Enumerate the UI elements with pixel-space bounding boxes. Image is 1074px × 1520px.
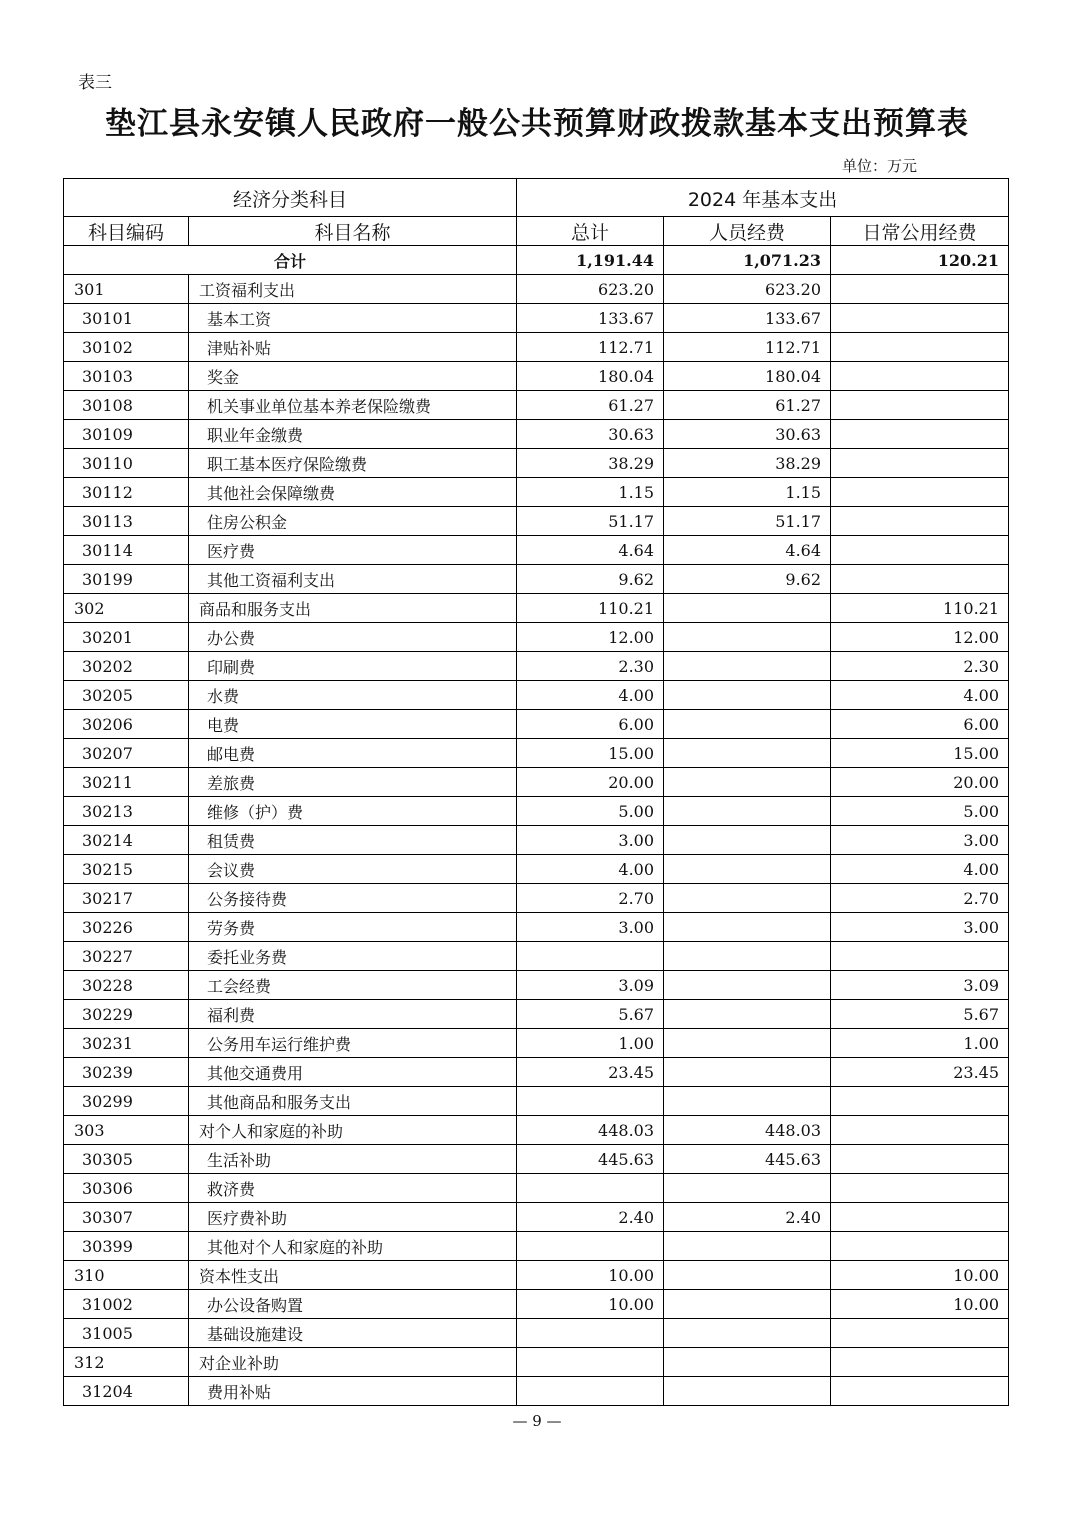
row-name: 其他交通费用 [189,1058,517,1087]
row-personnel [664,1290,831,1319]
row-name: 公务用车运行维护费 [189,1029,517,1058]
row-name: 电费 [189,710,517,739]
row-public: 110.21 [831,594,1009,623]
row-public: 6.00 [831,710,1009,739]
row-public [831,1232,1009,1261]
table-row [64,333,1009,362]
row-personnel: 180.04 [664,362,831,391]
row-name: 奖金 [189,362,517,391]
row-total: 180.04 [517,362,664,391]
row-personnel [664,1232,831,1261]
row-code: 30202 [64,652,189,681]
row-name: 救济费 [189,1174,517,1203]
total-total: 1,191.44 [517,246,664,275]
row-total: 10.00 [517,1290,664,1319]
row-total: 448.03 [517,1116,664,1145]
row-name: 邮电费 [189,739,517,768]
row-public [831,1116,1009,1145]
row-code: 310 [64,1261,189,1290]
row-public [831,1174,1009,1203]
row-total: 5.00 [517,797,664,826]
table-row [64,1348,1009,1377]
row-personnel: 623.20 [664,275,831,304]
row-personnel [664,710,831,739]
row-personnel [664,826,831,855]
row-name: 机关事业单位基本养老保险缴费 [189,391,517,420]
row-total: 4.00 [517,681,664,710]
row-total: 2.70 [517,884,664,913]
row-public: 12.00 [831,623,1009,652]
table-row [64,420,1009,449]
table-row [64,797,1009,826]
row-personnel [664,1319,831,1348]
row-code: 30101 [64,304,189,333]
table-row [64,594,1009,623]
row-personnel [664,1174,831,1203]
row-total [517,1319,664,1348]
table-row [64,1377,1009,1406]
row-personnel [664,768,831,797]
row-name: 资本性支出 [189,1261,517,1290]
row-public [831,275,1009,304]
row-code: 30113 [64,507,189,536]
row-total: 5.67 [517,1000,664,1029]
row-total: 1.15 [517,478,664,507]
row-personnel [664,942,831,971]
table-row [64,565,1009,594]
row-total: 110.21 [517,594,664,623]
row-public: 10.00 [831,1290,1009,1319]
row-name: 公务接待费 [189,884,517,913]
row-total: 12.00 [517,623,664,652]
table-row [64,1116,1009,1145]
table-row [64,449,1009,478]
row-name: 职工基本医疗保险缴费 [189,449,517,478]
row-code: 30206 [64,710,189,739]
page-title: 垫江县永安镇人民政府一般公共预算财政拨款基本支出预算表 [105,106,969,142]
row-public: 4.00 [831,855,1009,884]
row-code: 30109 [64,420,189,449]
page-number: — 9 — [512,1412,562,1430]
row-total: 6.00 [517,710,664,739]
table-row [64,826,1009,855]
row-personnel: 4.64 [664,536,831,565]
row-public: 23.45 [831,1058,1009,1087]
row-total: 4.64 [517,536,664,565]
row-public [831,1145,1009,1174]
row-public: 15.00 [831,739,1009,768]
row-name: 商品和服务支出 [189,594,517,623]
row-total: 61.27 [517,391,664,420]
table-row [64,681,1009,710]
total-row [64,246,1009,275]
row-code: 30299 [64,1087,189,1116]
row-name: 基本工资 [189,304,517,333]
row-name: 其他社会保障缴费 [189,478,517,507]
row-code: 31204 [64,1377,189,1406]
row-total: 51.17 [517,507,664,536]
row-public [831,362,1009,391]
row-personnel: 51.17 [664,507,831,536]
row-personnel [664,594,831,623]
table-row [64,1261,1009,1290]
table-row [64,1232,1009,1261]
row-name: 对个人和家庭的补助 [189,1116,517,1145]
table-body [64,246,1009,1406]
table-row [64,884,1009,913]
row-personnel [664,971,831,1000]
row-name: 职业年金缴费 [189,420,517,449]
row-total: 112.71 [517,333,664,362]
row-code: 30306 [64,1174,189,1203]
row-total: 10.00 [517,1261,664,1290]
row-public: 5.00 [831,797,1009,826]
row-total: 4.00 [517,855,664,884]
budget-table [63,178,1009,1406]
row-personnel [664,1029,831,1058]
row-personnel [664,797,831,826]
row-public [831,304,1009,333]
row-total: 3.00 [517,913,664,942]
row-code: 312 [64,1348,189,1377]
table-row [64,623,1009,652]
row-personnel: 2.40 [664,1203,831,1232]
row-name: 其他工资福利支出 [189,565,517,594]
row-code: 30215 [64,855,189,884]
row-public: 5.67 [831,1000,1009,1029]
row-name: 对企业补助 [189,1348,517,1377]
row-code: 303 [64,1116,189,1145]
row-total [517,1348,664,1377]
total-label: 合计 [64,246,517,275]
row-personnel: 133.67 [664,304,831,333]
row-total: 9.62 [517,565,664,594]
row-public [831,507,1009,536]
row-name: 印刷费 [189,652,517,681]
row-code: 31002 [64,1290,189,1319]
row-code: 30207 [64,739,189,768]
row-total: 445.63 [517,1145,664,1174]
total-personnel: 1,071.23 [664,246,831,275]
row-public [831,420,1009,449]
row-code: 30239 [64,1058,189,1087]
row-public [831,1377,1009,1406]
row-code: 30108 [64,391,189,420]
row-code: 30226 [64,913,189,942]
row-public [831,333,1009,362]
row-code: 30217 [64,884,189,913]
row-code: 30228 [64,971,189,1000]
row-total: 2.40 [517,1203,664,1232]
row-public: 20.00 [831,768,1009,797]
row-total [517,1087,664,1116]
column-header-personnel: 人员经费 [664,217,831,246]
table-row [64,1029,1009,1058]
table-row [64,1058,1009,1087]
row-total [517,942,664,971]
table-row [64,304,1009,333]
row-public [831,478,1009,507]
row-personnel [664,1087,831,1116]
row-personnel [664,652,831,681]
row-total: 15.00 [517,739,664,768]
row-personnel [664,884,831,913]
row-name: 差旅费 [189,768,517,797]
table-row [64,536,1009,565]
table-row [64,971,1009,1000]
row-public [831,449,1009,478]
row-public: 2.30 [831,652,1009,681]
row-name: 维修（护）费 [189,797,517,826]
row-name: 租赁费 [189,826,517,855]
table-row [64,507,1009,536]
row-personnel: 61.27 [664,391,831,420]
row-personnel: 445.63 [664,1145,831,1174]
table-row [64,739,1009,768]
table-row [64,1145,1009,1174]
row-name: 劳务费 [189,913,517,942]
row-total: 133.67 [517,304,664,333]
column-header-public: 日常公用经费 [831,217,1009,246]
row-name: 工会经费 [189,971,517,1000]
row-code: 301 [64,275,189,304]
row-code: 31005 [64,1319,189,1348]
row-name: 医疗费补助 [189,1203,517,1232]
row-name: 医疗费 [189,536,517,565]
row-code: 30201 [64,623,189,652]
row-code: 30112 [64,478,189,507]
row-personnel [664,1000,831,1029]
row-name: 其他商品和服务支出 [189,1087,517,1116]
row-personnel [664,623,831,652]
row-personnel: 30.63 [664,420,831,449]
row-code: 30199 [64,565,189,594]
row-public: 3.00 [831,913,1009,942]
row-code: 30114 [64,536,189,565]
row-name: 工资福利支出 [189,275,517,304]
row-personnel [664,1058,831,1087]
row-total: 30.63 [517,420,664,449]
row-personnel [664,1377,831,1406]
row-code: 30307 [64,1203,189,1232]
row-name: 办公设备购置 [189,1290,517,1319]
row-name: 住房公积金 [189,507,517,536]
row-public [831,391,1009,420]
table-label: 表三 [78,73,112,93]
row-total: 23.45 [517,1058,664,1087]
table-row [64,478,1009,507]
group-header-basic-expenditure: 2024 年基本支出 [517,179,1009,217]
row-code: 30399 [64,1232,189,1261]
table-row [64,1203,1009,1232]
row-personnel [664,681,831,710]
row-code: 30103 [64,362,189,391]
row-code: 30205 [64,681,189,710]
row-name: 基础设施建设 [189,1319,517,1348]
table-row [64,1087,1009,1116]
table-row [64,1174,1009,1203]
row-name: 水费 [189,681,517,710]
row-code: 302 [64,594,189,623]
group-header-economic-category: 经济分类科目 [64,179,517,217]
row-total: 2.30 [517,652,664,681]
row-public [831,536,1009,565]
row-public [831,565,1009,594]
table-row [64,855,1009,884]
row-public: 10.00 [831,1261,1009,1290]
row-public: 3.00 [831,826,1009,855]
table-row [64,362,1009,391]
row-total: 1.00 [517,1029,664,1058]
row-personnel: 38.29 [664,449,831,478]
row-total: 3.09 [517,971,664,1000]
table-row [64,1319,1009,1348]
row-name: 津贴补贴 [189,333,517,362]
table-row [64,1290,1009,1319]
row-code: 30231 [64,1029,189,1058]
row-name: 生活补助 [189,1145,517,1174]
table-row [64,768,1009,797]
row-personnel: 9.62 [664,565,831,594]
row-public [831,1203,1009,1232]
row-code: 30214 [64,826,189,855]
row-name: 办公费 [189,623,517,652]
row-code: 30102 [64,333,189,362]
row-public [831,1348,1009,1377]
row-personnel: 448.03 [664,1116,831,1145]
row-name: 委托业务费 [189,942,517,971]
table-row [64,1000,1009,1029]
table-row [64,275,1009,304]
row-personnel [664,1348,831,1377]
row-total: 3.00 [517,826,664,855]
row-total: 623.20 [517,275,664,304]
row-public: 4.00 [831,681,1009,710]
row-personnel [664,913,831,942]
row-total [517,1377,664,1406]
column-header-name: 科目名称 [189,217,517,246]
row-code: 30110 [64,449,189,478]
column-header-total: 总计 [517,217,664,246]
table-row [64,652,1009,681]
table-row [64,710,1009,739]
row-public: 2.70 [831,884,1009,913]
row-personnel [664,1261,831,1290]
row-total [517,1232,664,1261]
row-code: 30227 [64,942,189,971]
row-total: 38.29 [517,449,664,478]
row-code: 30229 [64,1000,189,1029]
row-name: 会议费 [189,855,517,884]
table-row [64,942,1009,971]
row-public [831,942,1009,971]
table-row [64,391,1009,420]
row-personnel [664,739,831,768]
row-name: 费用补贴 [189,1377,517,1406]
row-personnel: 112.71 [664,333,831,362]
row-personnel: 1.15 [664,478,831,507]
row-total: 20.00 [517,768,664,797]
row-name: 福利费 [189,1000,517,1029]
row-code: 30213 [64,797,189,826]
row-public: 1.00 [831,1029,1009,1058]
row-public [831,1319,1009,1348]
total-public: 120.21 [831,246,1009,275]
column-header-code: 科目编码 [64,217,189,246]
row-code: 30305 [64,1145,189,1174]
unit-label: 单位：万元 [842,157,918,175]
row-total [517,1174,664,1203]
row-public: 3.09 [831,971,1009,1000]
row-public [831,1087,1009,1116]
row-code: 30211 [64,768,189,797]
row-name: 其他对个人和家庭的补助 [189,1232,517,1261]
table-row [64,913,1009,942]
row-personnel [664,855,831,884]
